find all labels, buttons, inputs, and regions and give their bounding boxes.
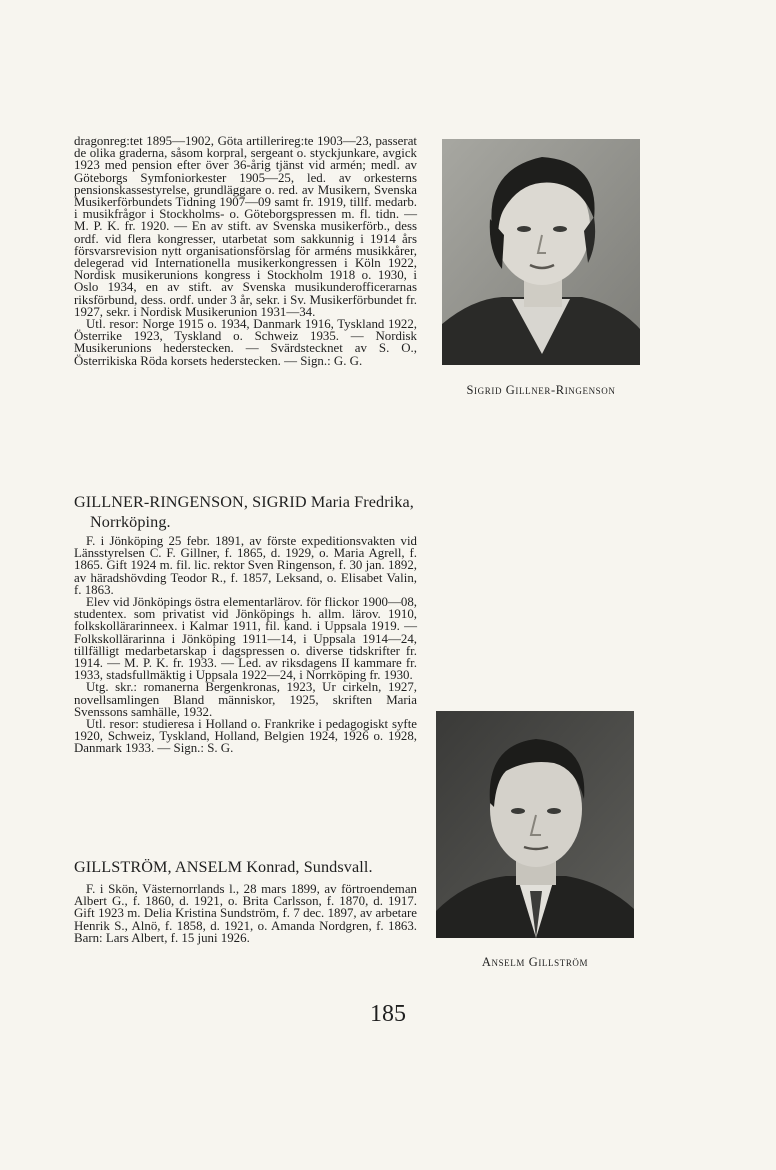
entry-heading-rest: Konrad, Sundsvall. (246, 858, 373, 876)
entry-paragraph: Elev vid Jönköpings östra elementarlärov. för flickor 1900—08, studentex. som privatist vid Jönköpings h. allm. lärov. 1910, folkskollärarinneex. i Kalmar 1911, fil. kand. i Uppsala 1919. — Folkskollärarinna i Jönköping 1911—14, i Uppsala 1914—24, tillfälligt medarbetarskap i dagspressen o. diverse tidskrifter fr. 1914. — M. P. K. fr. 1933. — Led. av riksdagens II kammare fr. 1933, stadsfullmäktig i Uppsala 1922—24, i Norrköping fr. 1930. (74, 595, 417, 683)
portrait-caption: Anselm Gillström (481, 955, 589, 969)
entry-body (74, 535, 417, 755)
portrait-man-image (436, 711, 634, 938)
portrait-caption: Sigrid Gillner-Ringenson (466, 383, 616, 397)
entry-paragraph: Utg. skr.: romanerna Bergenkronas, 1923, Ur cirkeln, 1927, novellsamlingen Bland människor, 1925, skriften Maria Svenssons samhälle, 1932. (74, 680, 417, 719)
entry-paragraph: Utl. resor: studieresa i Holland o. Frankrike i pedagogiskt syfte 1920, Schweiz, Tyskland, Holland, Belgien 1924, 1926 o. 1928, Danmark 1933. — Sign.: S. G. (74, 717, 417, 756)
page-number: 185 (370, 1001, 406, 1027)
entry-heading (74, 857, 435, 877)
entry-heading (74, 492, 435, 532)
continuation-text (74, 135, 417, 367)
portrait-photo (436, 711, 634, 938)
entry-paragraph: F. i Skön, Västernorrlands l., 28 mars 1899, av förtroendeman Albert G., f. 1860, d. 1921, o. Brita Carlsson, f. 1870, d. 1917. Gift 1923 m. Delia Kristina Sundström, f. 7 dec. 1897, av arbetare Henrik S., Alnö, f. 1858, d. 1921, o. Amanda Nordgren, f. 1863. Barn: Lars Albert, f. 15 juni 1926. (74, 882, 417, 945)
continuation-paragraph: Utl. resor: Norge 1915 o. 1934, Danmark 1916, Tyskland 1922, Österrike 1923, Tyskland o. Schweiz 1935. — Nordisk Musikerunions hederstecken. — Svärdstecknet av S. O., Österrikiska Röda korsets hederstecken. — Sign.: G. G. (74, 317, 417, 368)
continuation-paragraph: dragonreg:tet 1895—1902, Göta artillerireg:te 1903—23, passerat de olika graderna, såsom korpral, sergeant o. styckjunkare, avgick 1923 med pension efter över 36-årig tjänst vid armén; medl. av Göteborgs Symfoniorkester 1905—25, led. av orkesterns pensionskassestyrelse, grundläggare o. red. av Musikern, Svenska Musikerförbundets Tidning 1907—09 samt fr. 1919, tillf. medarb. i musikfrågor i Stockholms- o. Göteborgspressen m. fl. tidn. — M. P. K. fr. 1920. — En av stift. av Svenska musikerförb., dess ordf. vid flera kongresser, utarbetat som sakkunnig i 1914 års försvarsrevision nytt organisationsförslag för arméns musikkårer, delegerad vid Internationella musikerkongressen i Köln 1922, Nordisk musikerunions kongress i Stockholm 1918 o. 1930, i Oslo 1934, en av stift. av Svenska musikunderofficerarnas riksförbund, dess. ordf. under 3 år, sekr. i Sv. Musikerförbundet fr. 1927, sekr. i Nordisk Musikerunion 1931—34. (74, 134, 417, 319)
entry-body (74, 883, 417, 944)
portrait-woman-image (442, 139, 640, 365)
entry-heading-rest: Maria Fredrika, Norrköping. (90, 493, 414, 531)
entry-heading-name: GILLNER-RINGENSON, SIGRID (74, 493, 307, 511)
portrait-photo (442, 139, 640, 365)
entry-paragraph: F. i Jönköping 25 febr. 1891, av förste expeditionsvakten vid Länsstyrelsen C. F. Gillner, f. 1865, d. 1929, o. Maria Agrell, f. 1865. Gift 1924 m. fil. lic. rektor Sven Ringenson, f. 30 jan. 1892, av häradshövding Teodor R., f. 1857, Leksand, o. Elisabet Valin, f. 1863. (74, 534, 417, 597)
entry-heading-name: GILLSTRÖM, ANSELM (74, 858, 243, 876)
